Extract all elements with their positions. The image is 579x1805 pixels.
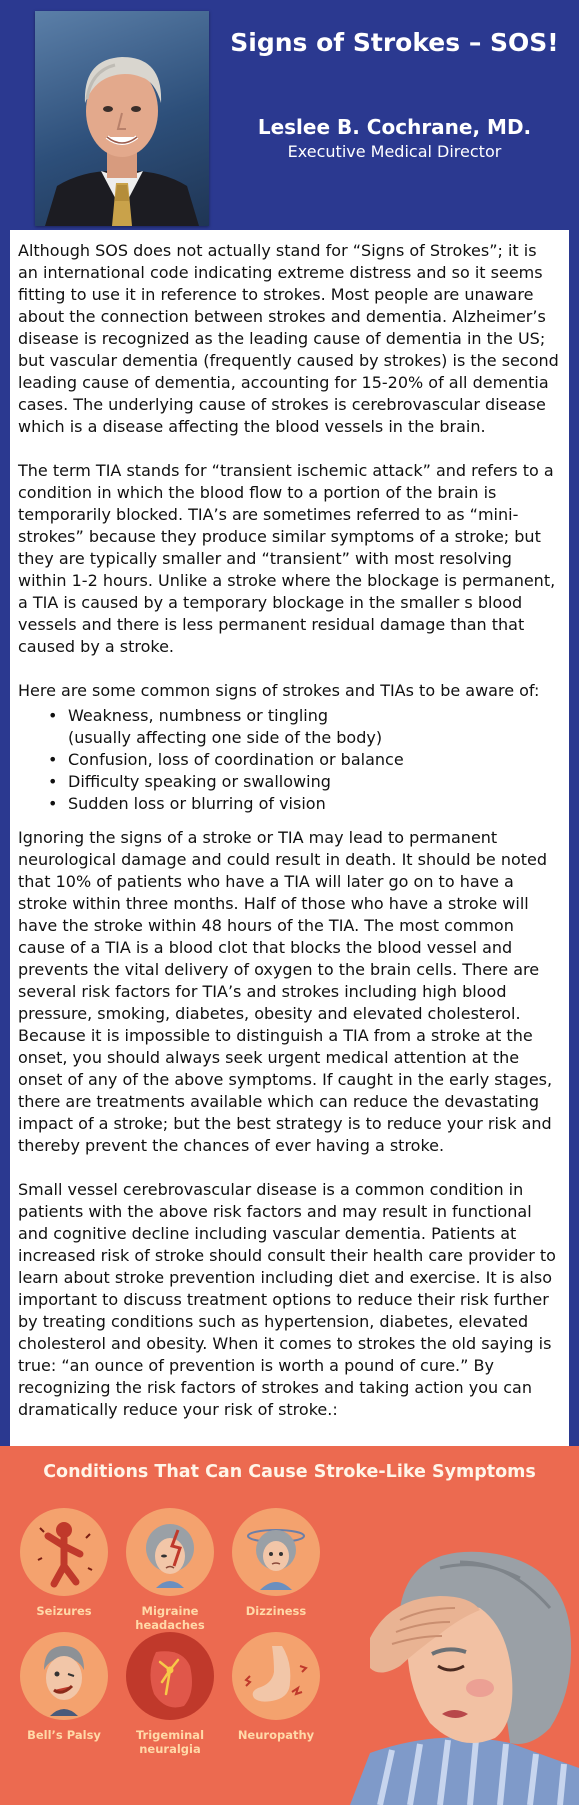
list-item [48, 749, 561, 771]
signs-list [18, 705, 561, 815]
headache-woman-icon [330, 1538, 579, 1805]
foot-neuropathy-icon [232, 1632, 320, 1720]
header-banner [0, 0, 579, 221]
condition-label: Trigeminal neuralgia [135, 1728, 205, 1756]
migraine-woman-icon [126, 1508, 214, 1596]
portrait-illustration-icon [35, 11, 209, 226]
trigeminal-face-icon [126, 1632, 214, 1720]
article-paragraph-3: Ignoring the signs of a stroke or TIA may lead to permanent neurological damage and could result in death. It should be noted that 10% of patients who have a TIA will later go on to have a stroke within three months. Half of those who have a stroke will have the stroke within 48 hours of the TIA. The most common cause of a TIA is a blood clot that blocks the blood vessel and prevents the vital delivery of oxygen to the brain cells. There are several risk factors for TIA’s and strokes including high blood pressure, smoking, diabetes, obesity and elevated cholesterol. Because it is impossible to distinguish a TIA from a stroke at the onset, you should always seek urgent medical attention at the onset of any of the above symptoms. If caught in the early stages, there are treatments available which can reduce the devastating impact of a stroke; but the best strategy is to reduce your risk and thereby prevent the chances of ever having a stroke. [18, 828, 553, 1155]
list-item [48, 771, 561, 793]
condition-label: Dizziness [245, 1604, 307, 1618]
author-portrait [35, 11, 209, 226]
dizzy-woman-icon [232, 1508, 320, 1596]
sign-text: Weakness, numbness or tingling [68, 706, 329, 725]
bells-palsy-man-icon [20, 1632, 108, 1720]
list-item [48, 793, 561, 815]
sign-subtext: (usually affecting one side of the body) [68, 728, 383, 747]
condition-label: Seizures [36, 1604, 92, 1618]
article-paragraph-1: Although SOS does not actually stand for “Signs of Strokes”; it is an international code indicating extreme distress and so it seems fitting to use it in reference to strokes. Most people are unaware about the connection between strokes and dementia. Alzheimer’s disease is recognized as the leading cause of dementia in the US; but vascular dementia (frequently caused by strokes) is the second leading cause of dementia, accounting for 15-20% of all dementia cases. The underlying cause of strokes is cerebrovascular disease which is a disease affecting the blood vessels in the brain. [18, 241, 559, 436]
seizure-figure-icon [20, 1508, 108, 1596]
condition-label: Migraine headaches [135, 1604, 205, 1632]
article-paragraph-4: Small vessel cerebrovascular disease is a common condition in patients with the above risk factors and may result in functional and cognitive decline including vascular dementia. Patients at increased risk of stroke should consult their health care provider to learn about stroke prevention including diet and exercise. It is also important to discuss treatment options to reduce their risk further by treating conditions such as hypertension, diabetes, elevated cholesterol and obesity. When it comes to strokes the old saying is true: “an ounce of prevention is worth a pound of cure.” By recognizing the risk factors of strokes and taking action you can dramatically reduce your risk of stroke.: [18, 1180, 556, 1419]
author-name: Leslee B. Cochrane, MD. [257, 115, 532, 139]
condition-label: Bell’s Palsy [27, 1728, 101, 1742]
list-item [48, 705, 561, 749]
article-paragraph-2: The term TIA stands for “transient ischemic attack” and refers to a condition in which the blood flow to a portion of the brain is temporarily blocked. TIA’s are sometimes referred to as “mini-strokes” because they produce similar symptoms of a stroke; but they are typically smaller and “transient” with most resolving within 1-2 hours. Unlike a stroke where the blockage is permanent, a TIA is caused by a temporary blockage in the smaller s blood vessels and there is less permanent residual damage than that caused by a stroke. [18, 461, 556, 656]
author-role: Executive Medical Director [287, 142, 502, 161]
sign-text: Difficulty speaking or swallowing [68, 772, 331, 791]
page-title: Signs of Strokes – SOS! [230, 28, 559, 57]
article-body [10, 230, 569, 1446]
signs-list-intro: Here are some common signs of strokes and TIAs to be aware of: [18, 681, 540, 700]
sign-text: Confusion, loss of coordination or balance [68, 750, 404, 769]
condition-label: Neuropathy [237, 1728, 315, 1742]
sign-text: Sudden loss or blurring of vision [68, 794, 326, 813]
infographic-title: Conditions That Can Cause Stroke-Like Symptoms [43, 1462, 536, 1482]
